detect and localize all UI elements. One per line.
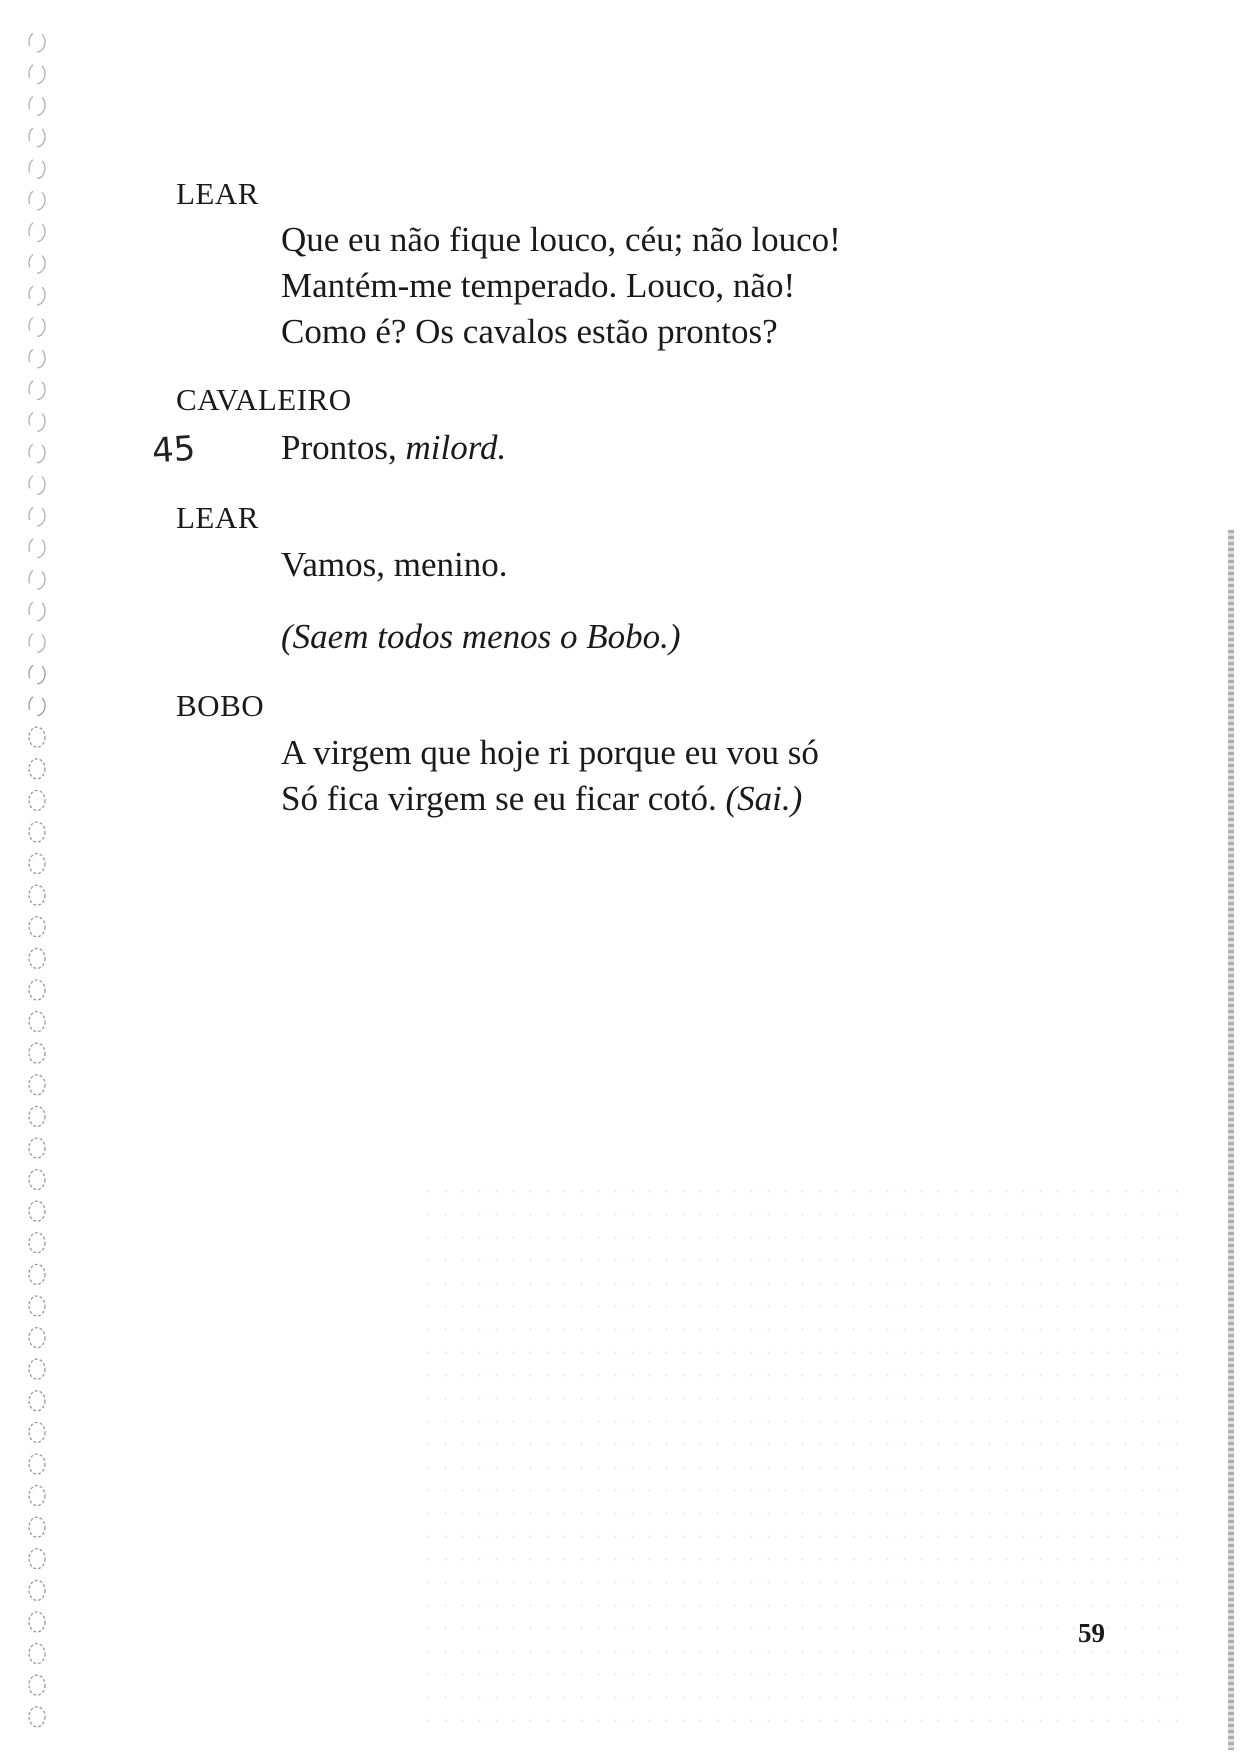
verse-text: Só fica virgem se eu ficar cotó. [281,779,726,818]
binding-hole [29,285,45,305]
binding-hole [29,538,45,558]
binding-hole [29,32,45,52]
binding-hole [29,474,45,494]
binding-hole [29,759,45,779]
binding-hole [29,696,45,716]
verse-line [281,428,506,468]
binding-hole [29,1580,45,1600]
binding-hole [29,1422,45,1442]
verse-line: Que eu não fique louco, céu; não louco! [281,220,841,259]
binding-hole [29,1233,45,1253]
speaker-name: BOBO [176,688,265,723]
binding-hole [29,380,45,400]
verse-line: Como é? Os cavalos estão prontos? [281,312,778,351]
page-number: 59 [1078,1618,1105,1648]
binding-hole [29,1328,45,1348]
binding-hole [29,1707,45,1727]
binding-hole [29,885,45,905]
binding-hole [29,854,45,874]
binding-hole [29,632,45,652]
binding-hole [29,1264,45,1284]
scan-noise [420,1180,1180,1740]
binding-hole [29,348,45,368]
binding-hole [29,443,45,463]
binding-hole [29,411,45,431]
binding-hole [29,253,45,273]
binding-hole [29,1075,45,1095]
binding-hole [29,190,45,210]
binding-hole [29,917,45,937]
verse-line: Vamos, menino. [281,545,508,584]
binding-hole [29,1359,45,1379]
binding-hole [29,569,45,589]
binding-hole [29,64,45,84]
binding-hole [29,1138,45,1158]
binding-hole [29,1675,45,1695]
verse-line: Mantém-me temperado. Louco, não! [281,266,796,305]
binding-hole [29,1201,45,1221]
verse-line [281,779,802,819]
verse-line: A virgem que hoje ri porque eu vou só [281,733,819,772]
binding-hole [29,1517,45,1537]
stage-direction: (Sai.) [725,779,803,818]
binding-hole [29,1012,45,1032]
speaker-name: LEAR [176,500,259,535]
binding-hole [29,222,45,242]
binding-hole [29,1454,45,1474]
page-edge [1228,530,1234,1750]
binding-hole [29,1612,45,1632]
binding-hole [29,948,45,968]
binding-hole [29,601,45,621]
binding-hole [29,664,45,684]
binding-holes-icon [22,20,52,1750]
binding-hole [29,1296,45,1316]
binding-hole [29,1106,45,1126]
binding-hole [29,1549,45,1569]
binding-hole [29,1170,45,1190]
binding-hole [29,158,45,178]
speaker-name: CAVALEIRO [176,382,352,417]
stage-direction: (Saem todos menos o Bobo.) [281,617,681,656]
binding-hole [29,1644,45,1664]
binding-hole [29,1486,45,1506]
binding-hole [29,980,45,1000]
binding-hole [29,727,45,747]
binding-hole [29,790,45,810]
binding-hole [29,95,45,115]
spiral-binding [22,20,52,1750]
binding-hole [29,822,45,842]
binding-hole [29,1043,45,1063]
binding-hole [29,316,45,336]
binding-hole [29,506,45,526]
binding-hole [29,1391,45,1411]
binding-hole [29,127,45,147]
handwritten-line-number: 45 [150,428,197,472]
verse-italic: milord. [405,428,507,467]
speaker-name: LEAR [176,176,259,211]
verse-text: Prontos, [281,428,406,467]
